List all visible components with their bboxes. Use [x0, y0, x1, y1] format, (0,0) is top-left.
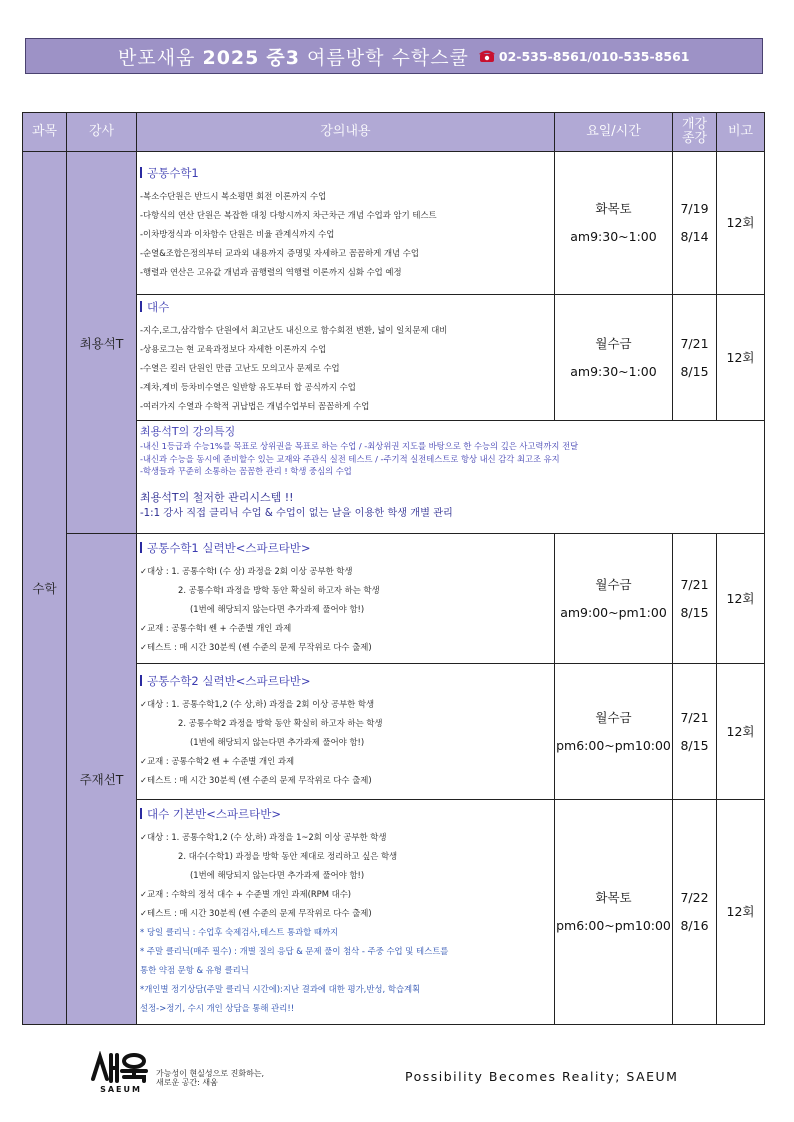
course-line: (1번에 해당되지 않는다면 추가과제 풀어야 함!)	[190, 737, 365, 747]
end-date: 8/15	[680, 604, 709, 620]
period-cell	[673, 664, 717, 800]
schedule-cell	[555, 152, 673, 295]
course-line: ✓대상 : 1. 공통수학1,2 (수 상,하) 과정을 2회 이상 공부한 학생	[140, 699, 375, 709]
course-line: -다항식의 연산 단원은 복잡한 대칭 다항시까지 차근차근 개념 수업과 암기 테스트	[140, 209, 437, 220]
header-subject: 과목	[23, 113, 67, 152]
schedule-time: pm6:00~pm10:00	[556, 918, 671, 933]
schedule-days: 화목토	[595, 201, 632, 216]
header-period-start: 개강	[681, 117, 708, 133]
title-bar-icon	[140, 167, 142, 178]
period-cell	[673, 152, 717, 295]
period-cell	[673, 295, 717, 421]
start-date: 7/19	[680, 201, 709, 216]
course-line: ✓교재 : 공통수학I 쎈 + 수준별 개인 과제	[140, 623, 292, 633]
schedule-time: am9:00~pm1:00	[560, 604, 667, 620]
start-date: 7/21	[680, 335, 709, 351]
teacher-cell-2: 주재선T	[67, 534, 137, 1025]
course-line: -지수,로그,삼각함수 단원에서 최고난도 내신으로 함수회전 변환, 넓이 일치문제 대비	[140, 325, 448, 335]
schedule-time: am9:30~1:00	[570, 229, 657, 244]
course-line: 2. 공통수학I 과정을 방학 동안 확실히 하고자 하는 학생	[178, 585, 380, 595]
header-note: 비고	[717, 113, 765, 152]
course-line: 2. 공통수학2 과정을 방학 동안 확실히 하고자 하는 학생	[178, 718, 383, 728]
course-title	[140, 806, 552, 822]
title-banner	[25, 38, 763, 74]
course-line: ✓교재 : 공통수학2 쎈 + 수준별 개인 과제	[140, 756, 295, 766]
title-grade: 중3	[266, 46, 300, 69]
course-content	[137, 152, 555, 295]
features-line: -학생들과 꾸준히 소통하는 꼼꼼한 관리 ! 학생 중심의 수업	[140, 466, 352, 476]
end-date: 8/16	[680, 918, 709, 933]
schedule-cell	[555, 295, 673, 421]
title-bar-icon	[140, 301, 142, 312]
footer-slogan: Possibility Becomes Reality; SAEUM	[405, 1069, 679, 1084]
course-line: (1번에 해당되지 않는다면 추가과제 풀어야 함!)	[190, 870, 365, 880]
title-prefix: 반포새움	[118, 46, 196, 69]
header-period	[673, 113, 717, 152]
title-bar-icon	[140, 675, 142, 686]
course-title-text: 공통수학1 실력반<스파르타반>	[147, 541, 311, 555]
schedule-cell	[555, 800, 673, 1025]
system-line: -1:1 강사 직접 클리닉 수업 & 수업이 없는 날을 이용한 학생 개별 관리	[140, 507, 453, 519]
table-row	[23, 534, 765, 664]
course-line: -순열&조합은정의부터 교과외 내용까지 증명및 자세하고 꼼꼼하게 개념 수업	[140, 247, 419, 258]
start-date: 7/22	[680, 890, 709, 905]
schedule-days: 화목토	[595, 890, 632, 905]
course-line: -상용로그는 현 교육과정보다 자세한 이론까지 수업	[140, 344, 327, 354]
schedule-cell	[555, 664, 673, 800]
course-title	[140, 540, 552, 556]
system-title: 최용석T의 철저한 관리시스템 !!	[140, 490, 294, 504]
schedule-table	[22, 112, 765, 1025]
header-period-end: 종강	[681, 131, 708, 146]
course-line: -이차방정식과 이차함수 단원은 비율 관계식까지 수업	[140, 228, 335, 239]
clinic-line: *개인별 정기상담(주말 클리닉 시간에):지난 결과에 대한 평가,반성, 학습계획	[140, 984, 421, 994]
start-date: 7/21	[680, 576, 709, 592]
period-cell	[673, 800, 717, 1025]
end-date: 8/14	[680, 229, 709, 244]
header-content: 강의내용	[137, 113, 555, 152]
clinic-line: 통한 약점 문항 & 유형 클리닉	[140, 965, 249, 975]
course-title-text: 대수 기본반<스파르타반>	[147, 807, 282, 821]
schedule-cell	[555, 534, 673, 664]
logo-tagline	[156, 1069, 264, 1087]
title-year: 2025	[202, 46, 260, 69]
course-line: ✓테스트 : 매 시간 30분씩 (쎈 수준의 문제 무작위로 다수 출제)	[140, 642, 372, 652]
table-header-row	[23, 113, 765, 152]
period-cell	[673, 534, 717, 664]
course-line: ✓교재 : 수학의 정석 대수 + 수준별 개인 과제(RPM 대수)	[140, 889, 352, 899]
title-suffix: 여름방학 수학스쿨	[307, 46, 469, 69]
sessions-cell: 12회	[717, 295, 765, 421]
logo-tagline-line2: 새로운 공간: 새움	[156, 1078, 218, 1087]
end-date: 8/15	[680, 363, 709, 379]
page-title	[118, 43, 469, 70]
course-line: ✓테스트 : 매 시간 30분씩 (쎈 수준의 문제 무작위로 다수 출제)	[140, 775, 372, 785]
course-content	[137, 664, 555, 800]
subject-cell: 수학	[23, 152, 67, 1025]
sessions-cell: 12회	[717, 800, 765, 1025]
course-line: ✓대상 : 1. 공통수학1,2 (수 상,하) 과정을 1~2회 이상 공부한 학생	[140, 832, 387, 842]
schedule-time: pm6:00~pm10:00	[556, 737, 671, 753]
sessions-cell: 12회	[717, 534, 765, 664]
course-line: ✓테스트 : 매 시간 30분씩 (쎈 수준의 문제 무작위로 다수 출제)	[140, 908, 372, 918]
saeum-logo	[90, 1051, 152, 1093]
course-line: -계차,계비 등차비수열은 일반항 유도부터 합 공식까지 수업	[140, 382, 356, 392]
course-content	[137, 800, 555, 1025]
course-line: -수열은 킬러 단원인 만큼 고난도 모의고사 문제로 수업	[140, 363, 340, 373]
schedule-days: 월수금	[595, 335, 632, 351]
features-line: -내신과 수능을 동시에 준비할수 있는 교재와 주관식 실전 테스트 / -주기적 실전테스트로 항상 내신 감각 최고조 유지	[140, 453, 560, 464]
phone-number	[479, 49, 690, 64]
teacher-cell-1: 최용석T	[67, 152, 137, 534]
clinic-line: 설정->정기, 수시 개인 상담을 통해 관리!!	[140, 1003, 295, 1013]
table-row	[23, 152, 765, 295]
course-content	[137, 295, 555, 421]
course-title	[140, 299, 552, 315]
header-schedule: 요일/시간	[555, 113, 673, 152]
course-title-text: 공통수학1	[147, 165, 199, 180]
course-content	[137, 534, 555, 664]
course-line: -여러가지 수열과 수학적 귀납법은 개념수업부터 꼼꼼하게 수업	[140, 401, 370, 411]
end-date: 8/15	[680, 737, 709, 753]
course-line: (1번에 해당되지 않는다면 추가과제 풀어야 함!)	[190, 604, 365, 614]
course-title-text: 대수	[147, 300, 170, 314]
clinic-line: * 주말 클리닉(매주 필수) : 개별 질의 응답 & 문제 풀이 첨삭 - 주중 수업 및 테스트를	[140, 946, 449, 956]
course-line: 2. 대수(수학1) 과정을 방학 동안 제대로 정리하고 싶은 학생	[178, 851, 398, 861]
schedule-days: 월수금	[595, 576, 632, 592]
title-bar-icon	[140, 808, 142, 819]
sessions-cell: 12회	[717, 152, 765, 295]
schedule-days: 월수금	[595, 709, 632, 725]
title-bar-icon	[140, 542, 142, 553]
features-line: -내신 1등급과 수능1%를 목표로 상위권을 목표로 하는 수업 / -최상위권 지도를 바탕으로 한 수능의 깊은 사고력까지 전달	[140, 441, 579, 451]
course-title	[140, 673, 552, 689]
course-title	[140, 165, 552, 181]
teacher-features	[137, 421, 765, 534]
logo-tagline-line1: 가능성이 현실성으로 진화하는,	[156, 1069, 265, 1078]
course-line: ✓대상 : 1. 공통수학I (수 상) 과정을 2회 이상 공부한 학생	[140, 566, 353, 576]
phone-text: 02-535-8561/010-535-8561	[498, 48, 690, 64]
course-line: -복소수단원은 반드시 복소평면 회전 이론까지 수업	[140, 190, 327, 201]
sessions-cell: 12회	[717, 664, 765, 800]
start-date: 7/21	[680, 709, 709, 725]
course-line: -행렬과 연산은 고유값 개념과 곱행렬의 역행렬 이론까지 심화 수업 예정	[140, 266, 402, 277]
logo-word: SAEUM	[100, 1085, 142, 1093]
features-title: 최용석T의 강의특징	[140, 425, 236, 438]
clinic-line: * 당일 클리닉 : 수업후 숙제검사,테스트 통과할 때까지	[140, 927, 339, 937]
course-title-text: 공통수학2 실력반<스파르타반>	[147, 674, 311, 688]
schedule-time: am9:30~1:00	[570, 363, 657, 379]
phone-icon	[479, 49, 495, 63]
header-teacher: 강사	[67, 113, 137, 152]
